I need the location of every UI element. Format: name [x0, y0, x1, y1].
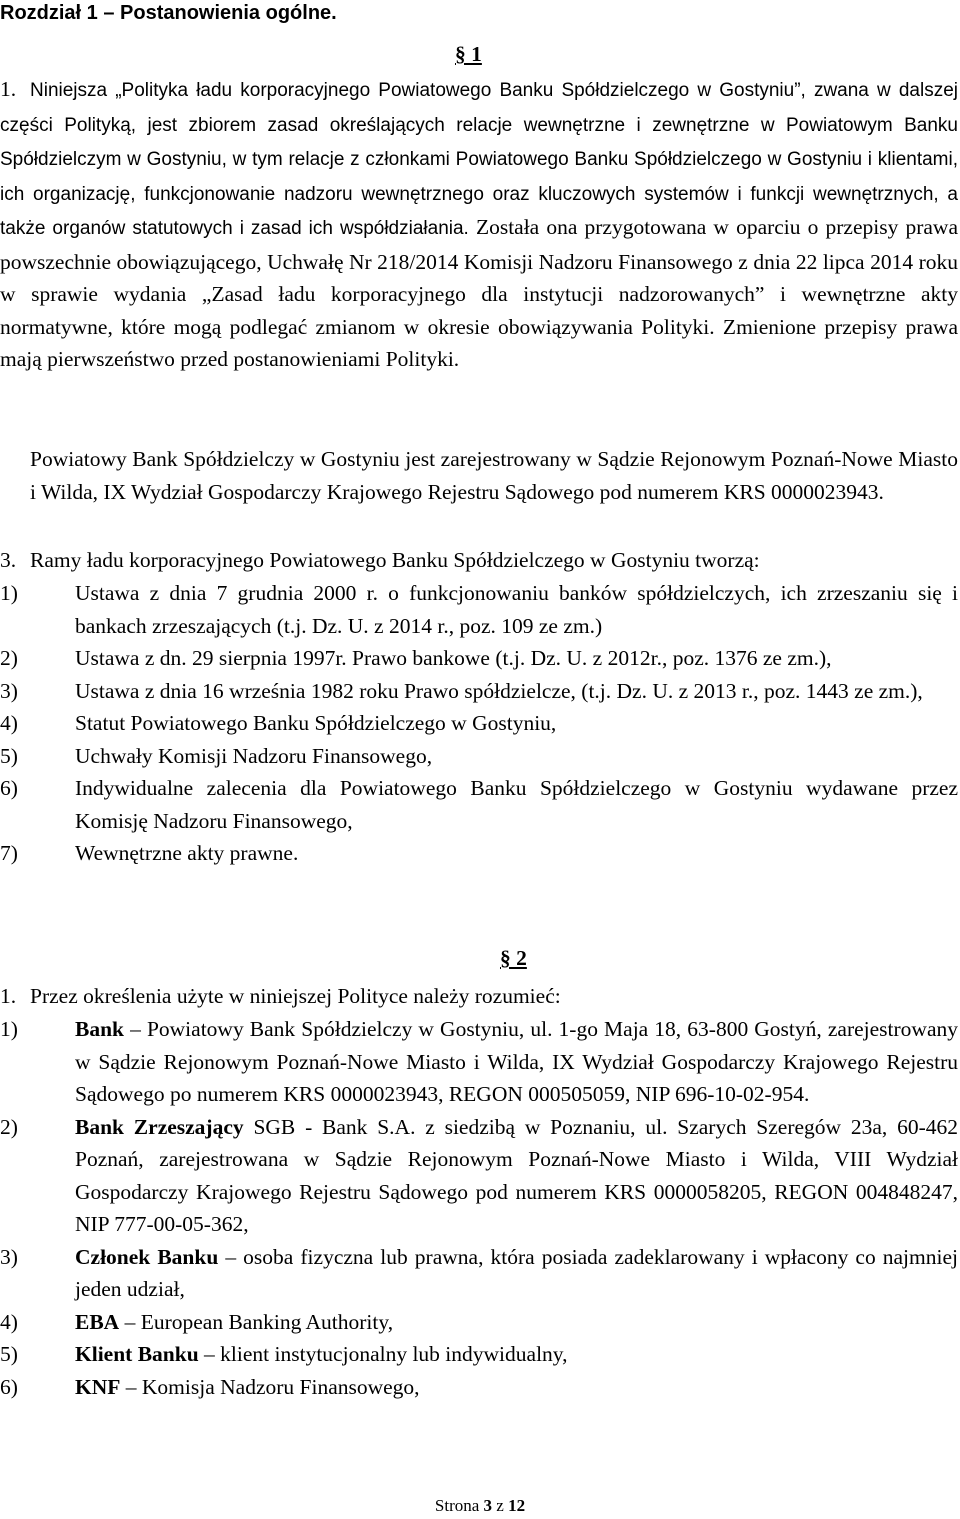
legal-framework-list [0, 577, 958, 870]
definition-term: Bank [75, 1017, 125, 1041]
definition-item: 3) Członek Banku – osoba fizyczna lub prawna, która posiada zadeklarowany i wpłacony co najmniej jeden udział, [0, 1244, 958, 1301]
paragraph-text-a: Niniejsza „Polityka ładu korporacyjnego Powiatowego Banku Spółdzielczego w Gostyniu”, zwana w dalszej części Polityką, jest zbiorem zasad określających relacje wewnętrzne i zewnętrzne w Powiatowym Banku Spółdzielczym w Gostyniu, w tym relacje z członkami Powiatowego Banku Spółdzielczego w Gostyniu i klientami, ich organizację, funkcjonowanie nadzoru wewnętrznego oraz kluczowych systemów i funkcji wewnętrznych, a także organów statutowych i zasad ich współdziałania. [0, 80, 958, 239]
paragraph-text-b: Została ona przygotowana w oparciu o przepisy prawa powszechnie obowiązującego, Uchwałę Nr 218/2014 Komisji Nadzoru Finansowego z dnia 22 lipca 2014 roku w sprawie wydania „Zasad ładu korporacyjnego dla instytucji nadzorowanych” i wewnętrzne akty normatywne, które mogą podlegać zmianom w okresie obowiązywania Polityki. Zmienione przepisy prawa mają pierwszeństwo przed postanowieniami Polityki. [0, 215, 958, 371]
section-1-title: § 1 [455, 42, 482, 66]
paragraph-number: 1. [0, 984, 17, 1008]
paragraph-text: Powiatowy Bank Spółdzielczy w Gostyniu jest zarejestrowany w Sądzie Rejonowym Poznań-Nowe Miasto i Wilda, IX Wydział Gospodarczy Krajowego Rejestru Sądowego pod numerem KRS 0000023943. [30, 447, 958, 504]
paragraph-number [0, 443, 30, 476]
list-item: 6) Indywidualne zalecenia dla Powiatowego Banku Spółdzielczego w Gostyniu wydawane przez Komisję Nadzoru Finansowego, [0, 776, 958, 833]
list-item: 1) Ustawa z dnia 7 grudnia 2000 r. o funkcjonowaniu banków spółdzielczych, ich zrzeszaniu się i bankach zrzeszających (t.j. Dz. U. z 2014 r., poz. 109 ze zm.) [0, 581, 958, 638]
definition-term: Klient Banku [75, 1342, 199, 1366]
chapter-title: Rozdział 1 – Postanowienia ogólne. [0, 2, 337, 24]
definition-term: EBA [75, 1309, 120, 1334]
total-pages: 12 [508, 1496, 526, 1515]
list-item: 3) Ustawa z dnia 16 września 1982 roku Prawo spółdzielcze, (t.j. Dz. U. z 2013 r., poz. 1443 ze zm.), [0, 678, 923, 703]
definition-item: 1) Bank – Powiatowy Bank Spółdzielczy w Gostyniu, ul. 1-go Maja 18, 63-800 Gostyń, zarejestrowany w Sądzie Rejonowym Poznań-Nowe Miasto i Wilda, IX Wydział Gospodarczy Krajowego Rejestru Sądowego po numerem KRS 0000023943, REGON 000505059, NIP 696-10-02-954. [0, 1017, 958, 1106]
paragraph-number: 1. [0, 77, 17, 101]
definitions-list [0, 1013, 958, 1403]
section-2-title: § 2 [500, 946, 527, 970]
definition-term: Bank Zrzeszający [75, 1114, 244, 1139]
paragraph-text: Ramy ładu korporacyjnego Powiatowego Banku Spółdzielczego w Gostyniu tworzą: [30, 548, 760, 572]
list-item: 2) Ustawa z dn. 29 sierpnia 1997r. Prawo bankowe (t.j. Dz. U. z 2012r., poz. 1376 ze zm.), [0, 646, 832, 670]
paragraph-number: 3. [0, 548, 17, 572]
list-item: 4) Statut Powiatowego Banku Spółdzielczego w Gostyniu, [0, 711, 557, 735]
section-1-paragraph-3 [0, 544, 958, 577]
list-item: 7) Wewnętrzne akty prawne. [0, 841, 299, 865]
current-page: 3 [483, 1496, 493, 1515]
list-item: 5) Uchwały Komisji Nadzoru Finansowego, [0, 743, 433, 768]
section-2-paragraph-1 [0, 980, 958, 1013]
section-1-paragraph-1 [0, 73, 958, 376]
section-1-paragraph-2 [0, 443, 958, 508]
definition-item: 5) Klient Banku – klient instytucjonalny lub indywidualny, [0, 1342, 568, 1366]
paragraph-text: Przez określenia użyte w niniejszej Polityce należy rozumieć: [30, 984, 561, 1008]
definition-item: 6) KNF – Komisja Nadzoru Finansowego, [0, 1374, 420, 1399]
definition-item: 4) EBA – European Banking Authority, [0, 1309, 394, 1334]
page-footer: Strona 3 z 12 [434, 1496, 526, 1515]
definition-term: KNF [75, 1374, 121, 1399]
definition-term: Członek Banku [75, 1244, 219, 1269]
definition-item: 2) Bank Zrzeszający SGB - Bank S.A. z siedzibą w Poznaniu, ul. Szarych Szeregów 23a, 60-462 Poznań, zarejestrowana w Sądzie Rejonowym Poznań-Nowe Miasto i Wilda, VIII Wydział Gospodarczy Krajowego Rejestru Sądowego pod numerem KRS 0000058205, REGON 004848247, NIP 777-00-05-362, [0, 1114, 958, 1236]
